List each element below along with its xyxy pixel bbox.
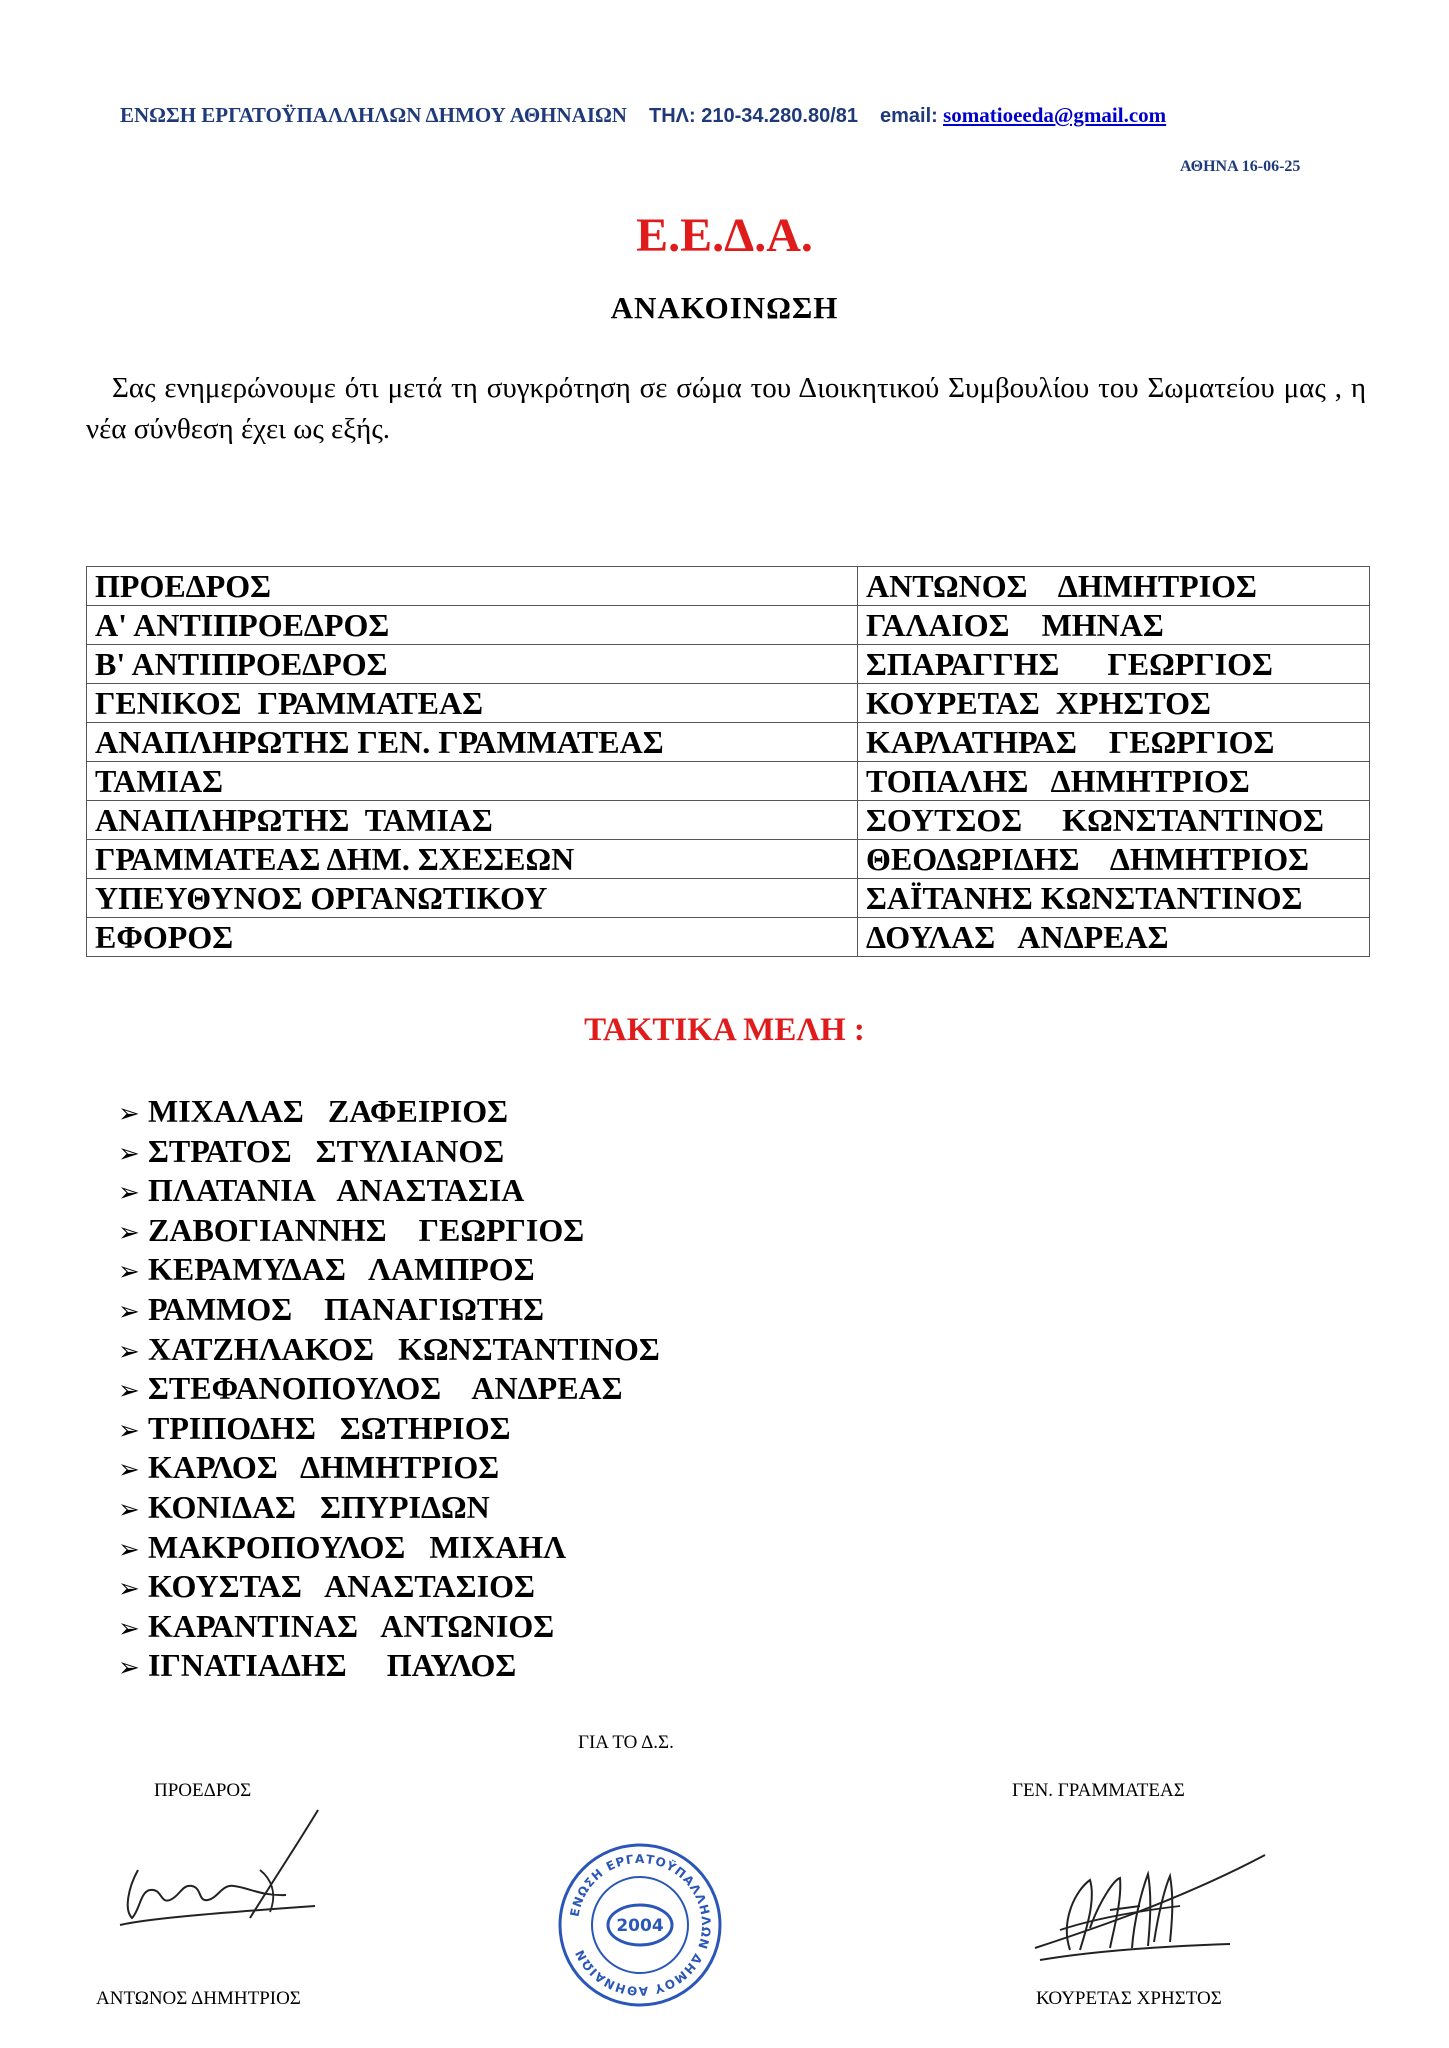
- board-role-cell: ΠΡΟΕΔΡΟΣ: [87, 567, 858, 606]
- header-phone: ΤΗΛ: 210-34.280.80/81: [648, 105, 859, 127]
- list-item: [118, 1092, 660, 1132]
- president-signature: [110, 1800, 340, 1940]
- bullet-arrow-icon: ➢: [118, 1099, 140, 1129]
- board-role-cell: ΑΝΑΠΛΗΡΩΤΗΣ ΤΑΜΙΑΣ: [87, 801, 858, 840]
- bullet-arrow-icon: ➢: [118, 1217, 140, 1248]
- member-name: ΣΤΕΦΑΝΟΠΟΥΛΟΣ ΑΝΔΡΕΑΣ: [148, 1370, 623, 1407]
- board-row: [87, 801, 1370, 840]
- bullet-arrow-icon: ➢: [118, 1296, 140, 1327]
- bullet-arrow-icon: ➢: [118, 1376, 140, 1407]
- board-member-name-cell: ΣΠΑΡΑΓΓΗΣ ΓΕΩΡΓΙΟΣ: [858, 645, 1370, 684]
- member-name: ΚΑΡΛΟΣ ΔΗΜΗΤΡΙΟΣ: [148, 1449, 500, 1486]
- list-item: [118, 1369, 660, 1409]
- members-heading: ΤΑΚΤΙΚΑ ΜΕΛΗ :: [584, 1012, 865, 1048]
- header-org-name: ΕΝΩΣΗ ΕΡΓΑΤΟΫΠΑΛΛΗΛΩΝ ΔΗΜΟΥ ΑΘΗΝΑΙΩΝ: [120, 103, 627, 127]
- board-row: [87, 762, 1370, 801]
- bullet-arrow-icon: ➢: [118, 1613, 140, 1644]
- board-composition-table: [86, 566, 1370, 957]
- header-email-link[interactable]: somatioeeda@gmail.com: [943, 103, 1167, 127]
- board-row: [87, 567, 1370, 606]
- board-role-cell: ΥΠΕΥΘΥΝΟΣ ΟΡΓΑΝΩΤΙΚΟΥ: [87, 879, 858, 918]
- members-list: [118, 1092, 660, 1686]
- header-contact-line: [120, 103, 1340, 128]
- secretary-role-label: ΓΕΝ. ΓΡΑΜΜΑΤΕΑΣ: [1012, 1780, 1185, 1801]
- list-item: [118, 1330, 660, 1370]
- bullet-arrow-icon: ➢: [118, 1178, 140, 1209]
- board-row: [87, 879, 1370, 918]
- bullet-arrow-icon: ➢: [118, 1494, 140, 1525]
- member-name: ΜΑΚΡΟΠΟΥΛΟΣ ΜΙΧΑΗΛ: [148, 1528, 567, 1565]
- list-item: [118, 1250, 660, 1290]
- board-row: [87, 840, 1370, 879]
- secretary-signature: [1030, 1840, 1270, 1970]
- board-role-cell: ΕΦΟΡΟΣ: [87, 918, 858, 957]
- list-item: [118, 1211, 660, 1251]
- member-name: ΤΡΙΠΟΔΗΣ ΣΩΤΗΡΙΟΣ: [148, 1409, 511, 1446]
- board-role-cell: ΓΡΑΜΜΑΤΕΑΣ ΔΗΜ. ΣΧΕΣΕΩΝ: [87, 840, 858, 879]
- bullet-arrow-icon: ➢: [118, 1455, 140, 1486]
- union-stamp: [555, 1840, 725, 2010]
- announcement-title: ΑΝΑΚΟΙΝΩΣΗ: [610, 290, 839, 325]
- board-row: [87, 606, 1370, 645]
- list-item: [118, 1290, 660, 1330]
- document-date: ΑΘΗΝΑ 16-06-25: [1180, 158, 1301, 175]
- list-item: [118, 1646, 660, 1686]
- board-role-cell: Α' ΑΝΤΙΠΡΟΕΔΡΟΣ: [87, 606, 858, 645]
- list-item: [118, 1488, 660, 1528]
- board-member-name-cell: ΚΟΥΡΕΤΑΣ ΧΡΗΣΤΟΣ: [858, 684, 1370, 723]
- bullet-arrow-icon: ➢: [118, 1574, 140, 1605]
- member-name: ΡΑΜΜΟΣ ΠΑΝΑΓΙΩΤΗΣ: [148, 1290, 544, 1327]
- board-role-cell: Β' ΑΝΤΙΠΡΟΕΔΡΟΣ: [87, 645, 858, 684]
- board-role-cell: ΤΑΜΙΑΣ: [87, 762, 858, 801]
- board-role-cell: ΑΝΑΠΛΗΡΩΤΗΣ ΓΕΝ. ΓΡΑΜΜΑΤΕΑΣ: [87, 723, 858, 762]
- board-row: [87, 918, 1370, 957]
- for-board-label: ΓΙΑ ΤΟ Δ.Σ.: [578, 1732, 674, 1753]
- bullet-arrow-icon: ➢: [118, 1415, 140, 1446]
- bullet-arrow-icon: ➢: [118, 1138, 140, 1169]
- member-name: ΖΑΒΟΓΙΑΝΝΗΣ ΓΕΩΡΓΙΟΣ: [148, 1211, 585, 1248]
- secretary-name-label: ΚΟΥΡΕΤΑΣ ΧΡΗΣΤΟΣ: [1036, 1988, 1222, 2009]
- organization-title: Ε.Ε.Δ.Α.: [636, 209, 813, 262]
- member-name: ΜΙΧΑΛΑΣ ΖΑΦΕΙΡΙΟΣ: [148, 1093, 509, 1129]
- member-name: ΧΑΤΖΗΛΑΚΟΣ ΚΩΝΣΤΑΝΤΙΝΟΣ: [148, 1330, 660, 1367]
- board-row: [87, 645, 1370, 684]
- intro-paragraph: Σας ενημερώνουμε ότι μετά τη συγκρότηση σε σώμα του Διοικητικού Συμβουλίου του Σωματείου μας , η νέα σύνθεση έχει ως εξής.: [86, 372, 1366, 445]
- stamp-text: ΕΝΩΣΗ ΕΡΓΑΤΟΫΠΑΛΛΗΛΩΝ ΔΗΜΟΥ ΑΘΗΝΑΙΩΝ: [567, 1851, 714, 1999]
- bullet-arrow-icon: ➢: [118, 1534, 140, 1565]
- member-name: ΠΛΑΤΑΝΙΑ ΑΝΑΣΤΑΣΙΑ: [148, 1172, 525, 1209]
- member-name: ΚΟΝΙΔΑΣ ΣΠΥΡΙΔΩΝ: [148, 1488, 490, 1525]
- stamp-year: 2004: [616, 1916, 664, 1936]
- list-item: [118, 1409, 660, 1449]
- board-member-name-cell: ΔΟΥΛΑΣ ΑΝΔΡΕΑΣ: [858, 918, 1370, 957]
- list-item: [118, 1607, 660, 1647]
- board-row: [87, 684, 1370, 723]
- board-member-name-cell: ΑΝΤΩΝΟΣ ΔΗΜΗΤΡΙΟΣ: [858, 567, 1370, 606]
- board-row: [87, 723, 1370, 762]
- list-item: [118, 1567, 660, 1607]
- board-member-name-cell: ΚΑΡΛΑΤΗΡΑΣ ΓΕΩΡΓΙΟΣ: [858, 723, 1370, 762]
- list-item: [118, 1528, 660, 1568]
- member-name: ΚΕΡΑΜΥΔΑΣ ΛΑΜΠΡΟΣ: [148, 1251, 535, 1288]
- list-item: [118, 1171, 660, 1211]
- board-role-cell: ΓΕΝΙΚΟΣ ΓΡΑΜΜΑΤΕΑΣ: [87, 684, 858, 723]
- list-item: [118, 1448, 660, 1488]
- president-role-label: ΠΡΟΕΔΡΟΣ: [154, 1780, 252, 1801]
- board-member-name-cell: ΘΕΟΔΩΡΙΔΗΣ ΔΗΜΗΤΡΙΟΣ: [858, 840, 1370, 879]
- board-member-name-cell: ΣΟΥΤΣΟΣ ΚΩΝΣΤΑΝΤΙΝΟΣ: [858, 801, 1370, 840]
- board-member-name-cell: ΣΑΪΤΑΝΗΣ ΚΩΝΣΤΑΝΤΙΝΟΣ: [858, 879, 1370, 918]
- header-email-label: email:: [880, 105, 938, 127]
- president-name-label: ΑΝΤΩΝΟΣ ΔΗΜΗΤΡΙΟΣ: [96, 1988, 301, 2009]
- member-name: ΚΑΡΑΝΤΙΝΑΣ ΑΝΤΩΝΙΟΣ: [148, 1607, 555, 1644]
- board-member-name-cell: ΤΟΠΑΛΗΣ ΔΗΜΗΤΡΙΟΣ: [858, 762, 1370, 801]
- member-name: ΣΤΡΑΤΟΣ ΣΤΥΛΙΑΝΟΣ: [148, 1132, 505, 1169]
- list-item: [118, 1132, 660, 1172]
- bullet-arrow-icon: ➢: [118, 1653, 140, 1684]
- member-name: ΙΓΝΑΤΙΑΔΗΣ ΠΑΥΛΟΣ: [148, 1647, 517, 1684]
- board-member-name-cell: ΓΑΛΑΙΟΣ ΜΗΝΑΣ: [858, 606, 1370, 645]
- bullet-arrow-icon: ➢: [118, 1336, 140, 1367]
- member-name: ΚΟΥΣΤΑΣ ΑΝΑΣΤΑΣΙΟΣ: [148, 1568, 535, 1605]
- bullet-arrow-icon: ➢: [118, 1257, 140, 1288]
